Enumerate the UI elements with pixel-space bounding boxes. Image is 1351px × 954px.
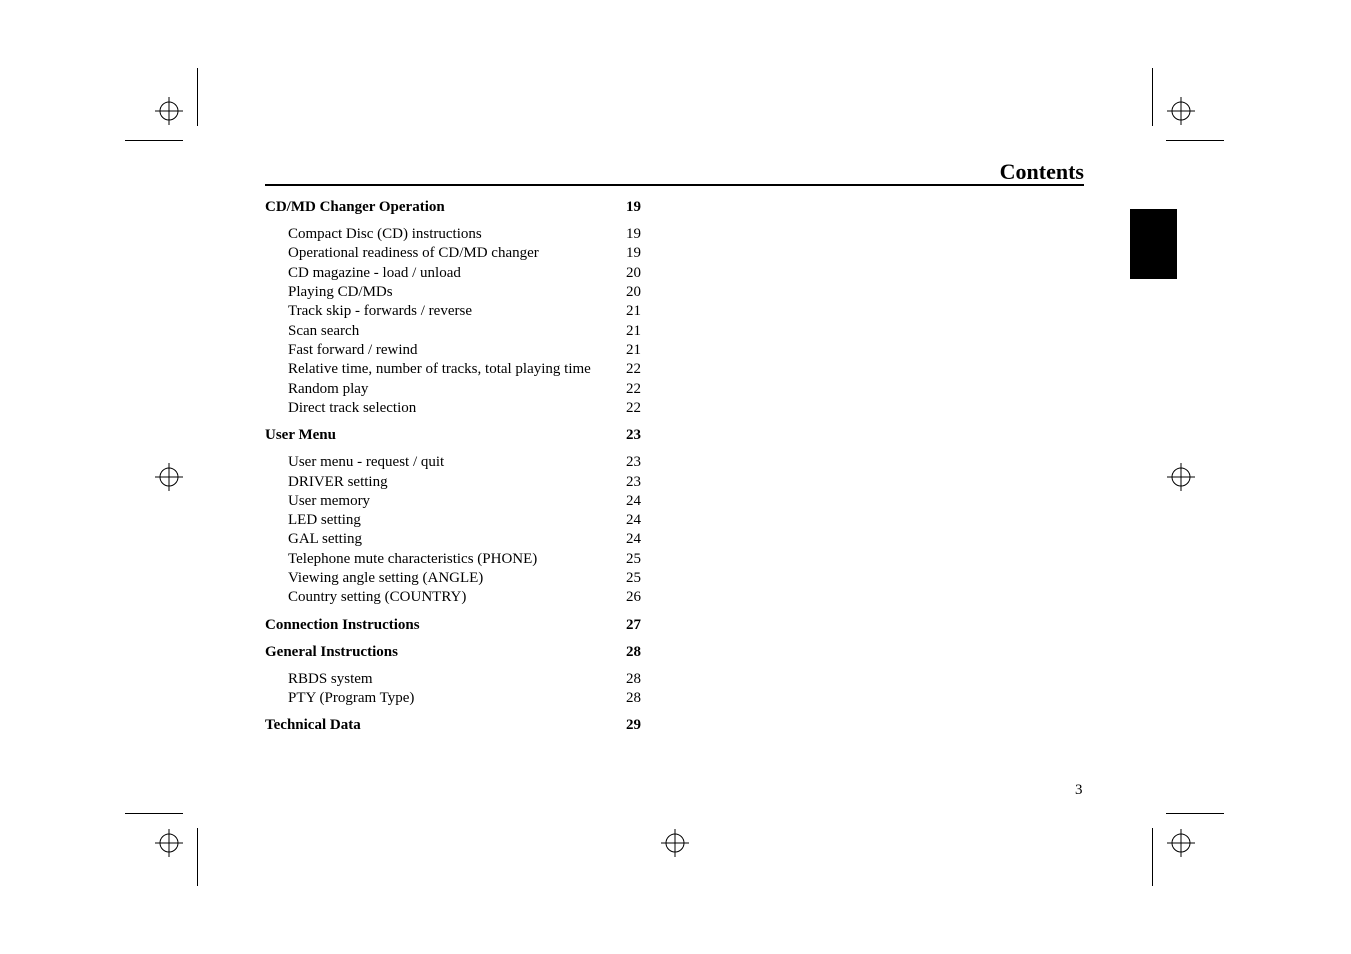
toc-entry-list [265, 453, 641, 607]
toc-entry-label: Random play [288, 380, 369, 397]
toc-entry[interactable] [265, 530, 641, 549]
toc-section-page: 27 [626, 616, 641, 633]
crop-mark [1166, 813, 1224, 814]
toc-entry[interactable] [265, 360, 641, 379]
toc-section-title: Connection Instructions [265, 616, 420, 633]
crop-mark [1152, 828, 1153, 886]
toc-entry-page: 28 [626, 670, 641, 687]
toc-entry-list [265, 670, 641, 709]
crop-mark [1166, 140, 1224, 141]
registration-target-icon [661, 829, 689, 857]
toc-entry[interactable] [265, 380, 641, 399]
toc-entry[interactable] [265, 588, 641, 607]
toc-section-page: 23 [626, 427, 641, 444]
toc-entry[interactable] [265, 322, 641, 341]
toc-entry-label: Direct track selection [288, 399, 417, 416]
toc-entry-label: Playing CD/MDs [288, 284, 393, 301]
toc-entry-page: 19 [626, 245, 641, 262]
toc-section-title: Technical Data [265, 717, 361, 734]
toc-entry[interactable] [265, 511, 641, 530]
toc-entry-page: 22 [626, 361, 641, 378]
toc-entry-label: Fast forward / rewind [288, 341, 418, 358]
toc-entry-label: DRIVER setting [288, 473, 388, 490]
toc-section [265, 616, 641, 635]
toc-entry[interactable] [265, 453, 641, 472]
toc-entry-label: PTY (Program Type) [288, 690, 415, 707]
toc-entry[interactable] [265, 550, 641, 569]
toc-entry-list [265, 225, 641, 418]
toc-entry[interactable] [265, 670, 641, 689]
toc-section-title: General Instructions [265, 643, 398, 660]
toc-entry[interactable] [265, 302, 641, 321]
toc-entry-page: 23 [626, 473, 641, 490]
toc-section [265, 716, 641, 735]
toc-entry[interactable] [265, 399, 641, 418]
toc-entry-label: GAL setting [288, 531, 363, 548]
toc-section-title: User Menu [265, 427, 336, 444]
toc-entry-page: 28 [626, 690, 641, 707]
toc-entry-page: 22 [626, 399, 641, 416]
toc-section-heading[interactable] [265, 198, 641, 217]
toc-entry-label: Relative time, number of tracks, total playing time [288, 361, 591, 378]
toc-section-page: 19 [626, 199, 641, 215]
page-title: Contents [999, 159, 1084, 184]
toc-section-title: CD/MD Changer Operation [265, 199, 445, 215]
toc-entry-page: 23 [626, 454, 641, 471]
crop-mark [197, 68, 198, 126]
toc-entry[interactable] [265, 569, 641, 588]
crop-mark [125, 813, 183, 814]
crop-mark [197, 828, 198, 886]
toc-entry-label: Viewing angle setting (ANGLE) [288, 570, 484, 587]
toc-entry[interactable] [265, 341, 641, 360]
toc-section-page: 28 [626, 643, 641, 660]
toc-entry-page: 26 [626, 589, 641, 606]
toc-entry-page: 24 [626, 531, 641, 548]
toc-entry[interactable] [265, 225, 641, 244]
toc-entry-label: Track skip - forwards / reverse [288, 303, 472, 320]
title-rule [265, 184, 1084, 186]
toc-entry-page: 21 [626, 322, 641, 339]
toc-section-page: 29 [626, 717, 641, 734]
page-number: 3 [1075, 782, 1083, 798]
toc-entry-label: Scan search [288, 322, 360, 339]
toc-entry-label: Telephone mute characteristics (PHONE) [288, 550, 538, 567]
registration-target-icon [1167, 463, 1195, 491]
toc-entry[interactable] [265, 689, 641, 708]
toc-entry-label: RBDS system [288, 670, 373, 687]
toc-entry-page: 20 [626, 284, 641, 301]
toc-entry[interactable] [265, 473, 641, 492]
toc-entry-label: CD magazine - load / unload [288, 264, 461, 281]
toc-entry-page: 19 [626, 226, 641, 243]
toc-entry-page: 22 [626, 380, 641, 397]
toc-entry-label: Operational readiness of CD/MD changer [288, 245, 539, 262]
toc-section [265, 198, 641, 418]
registration-target-icon [155, 97, 183, 125]
toc-entry-page: 24 [626, 512, 641, 529]
toc-entry-page: 21 [626, 303, 641, 320]
toc-entry-page: 25 [626, 570, 641, 587]
toc-section [265, 643, 641, 709]
toc-entry-label: Compact Disc (CD) instructions [288, 226, 482, 243]
registration-target-icon [155, 463, 183, 491]
toc-entry[interactable] [265, 492, 641, 511]
toc-entry-page: 21 [626, 341, 641, 358]
registration-target-icon [1167, 97, 1195, 125]
toc-entry[interactable] [265, 244, 641, 263]
toc-section-heading[interactable] [265, 616, 641, 635]
crop-mark [1152, 68, 1153, 126]
toc-entry-label: User memory [288, 492, 371, 509]
toc-entry-page: 25 [626, 550, 641, 567]
toc-entry-page: 20 [626, 264, 641, 281]
toc-entry[interactable] [265, 283, 641, 302]
chapter-thumb-tab [1130, 209, 1177, 279]
registration-target-icon [1167, 829, 1195, 857]
toc-entry[interactable] [265, 264, 641, 283]
toc-section [265, 426, 641, 608]
toc-entry-page: 24 [626, 492, 641, 509]
registration-target-icon [155, 829, 183, 857]
toc-entry-label: Country setting (COUNTRY) [288, 589, 467, 606]
crop-mark [125, 140, 183, 141]
toc-section-heading[interactable] [265, 643, 641, 662]
toc-section-heading[interactable] [265, 716, 641, 735]
toc-entry-label: LED setting [288, 512, 361, 529]
table-of-contents [265, 198, 641, 744]
toc-entry-label: User menu - request / quit [288, 454, 445, 471]
toc-section-heading[interactable] [265, 426, 641, 445]
